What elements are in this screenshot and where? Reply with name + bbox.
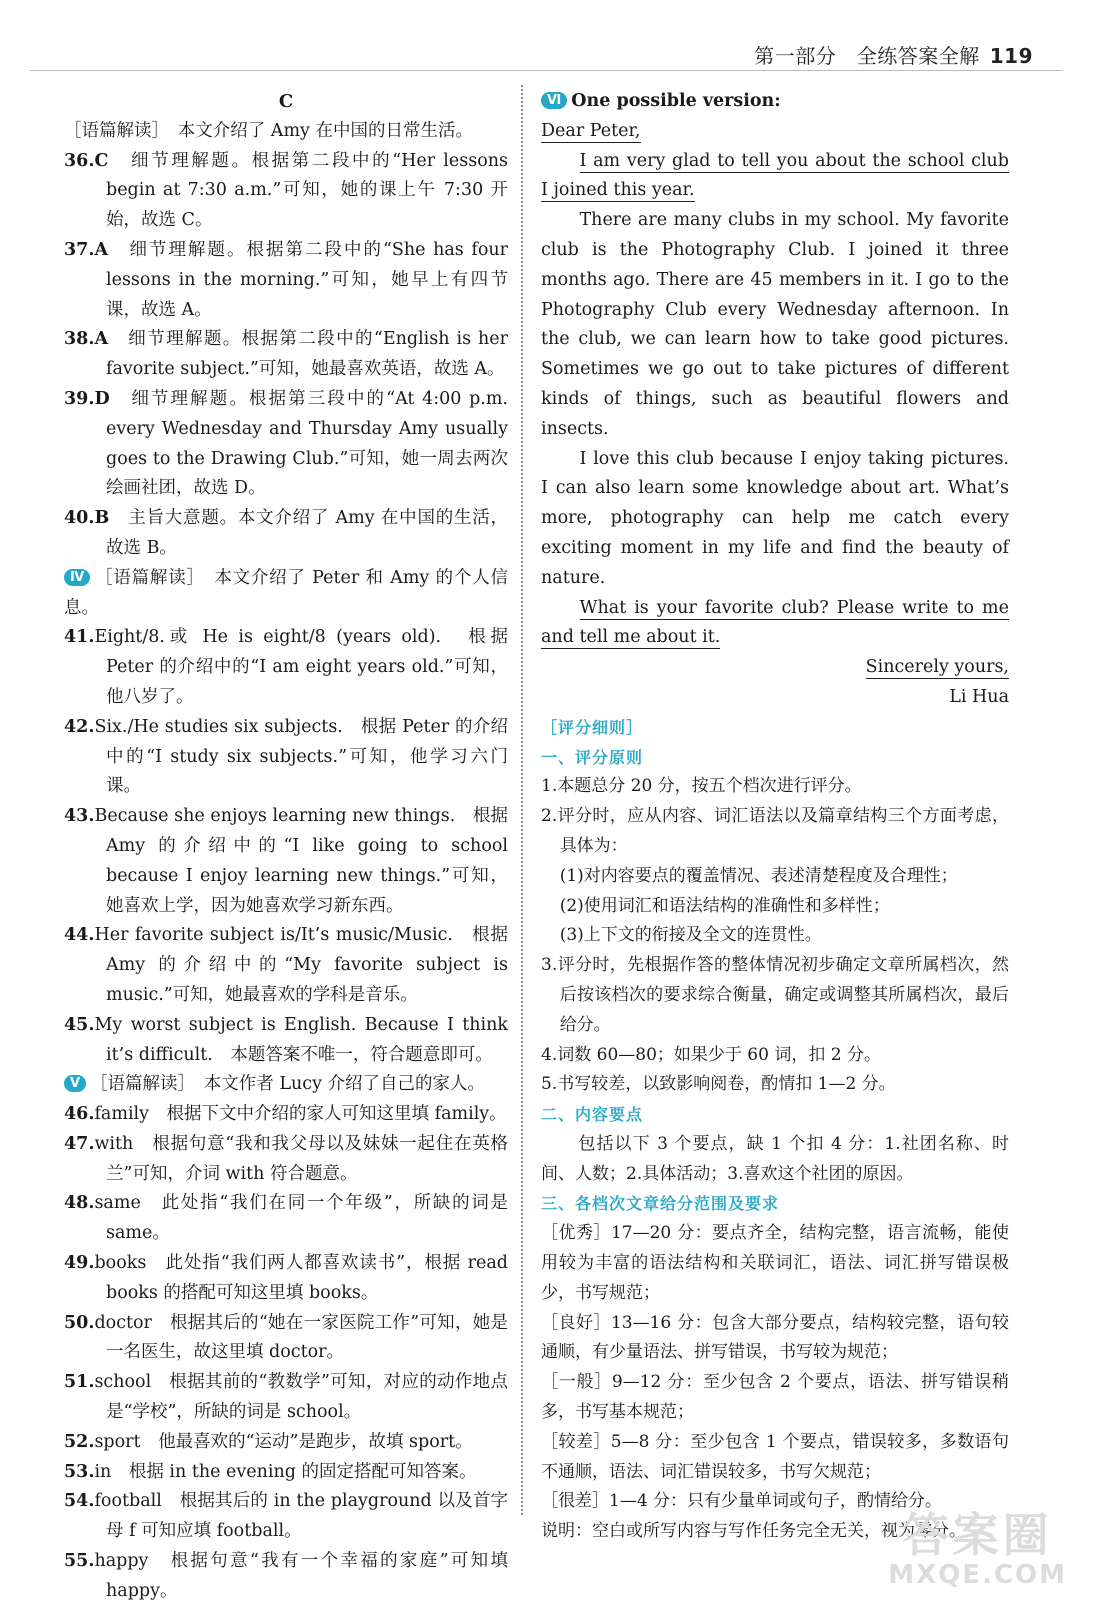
answer-number: 38.A — [64, 329, 109, 350]
section-c-heading: C — [278, 91, 294, 112]
answer-item — [64, 1309, 508, 1369]
rubric-heading-grades: 三、各档次文章给分范围及要求 — [541, 1194, 780, 1214]
rubric-rule-3: 3.评分时，先根据作答的整体情况初步确定文章所属档次，然后按该档次的要求综合衡量，确定或调整其所属档次，最后给分。 — [541, 955, 1009, 1035]
opening-text: I am very glad to tell you about the school club I joined this year. — [541, 150, 1009, 201]
rubric-heading-principles: 一、评分原则 — [541, 747, 644, 767]
answer-text: family 根据下文中介绍的家人可知这里填 family。 — [94, 1104, 507, 1125]
answer-number: 43. — [64, 806, 95, 827]
answer-number: 39.D — [64, 388, 110, 409]
answer-number: 51. — [64, 1372, 95, 1393]
rubric-rule-2b: (2)使用词汇和语法结构的准确性和多样性； — [559, 895, 890, 916]
rubric-rule-4: 4.词数 60—80；如果少于 60 词，扣 2 分。 — [541, 1044, 881, 1065]
letter-paragraph-2: I love this club because I enjoy taking pictures. I can also learn some knowledge about art. What’s more, photography can help me catch every exciting moment in my life and find the beauty of nature. — [541, 448, 1009, 588]
answer-number: 45. — [64, 1014, 95, 1035]
letter-signature: Li Hua — [949, 686, 1009, 707]
answer-text: same 此处指“我们在同一个年级”，所缺的词是 same。 — [94, 1193, 508, 1244]
answer-item — [64, 921, 508, 1010]
section-c-answers — [64, 147, 508, 564]
letter-salutation — [541, 117, 1009, 147]
answer-text: sport 他最喜欢的“运动”是跑步，故填 sport。 — [94, 1431, 473, 1452]
answer-item — [64, 325, 508, 385]
left-column — [64, 87, 508, 1607]
section-iv-answers — [64, 623, 508, 1070]
answer-number: 41. — [64, 627, 95, 648]
rubric-rule-2a: (1)对内容要点的覆盖情况、表述清楚程度及合理性； — [559, 865, 958, 886]
rubric-grade-very-poor: ［很差］1—4 分：只有少量单词或句子，酌情给分。 — [541, 1491, 943, 1512]
answer-item — [64, 1011, 508, 1071]
scoring-rubric — [541, 713, 1009, 1547]
answer-number: 40.B — [64, 508, 110, 529]
answer-text: Eight/8.或 He is eight/8 (years old). 根据 Peter 的介绍中的“I am eight years old.”可知，他八岁了。 — [94, 627, 508, 707]
rubric-content-points: 包括以下 3 个要点，缺 1 个扣 4 分：1.社团名称、时间、人数；2.具体活动；3.喜欢这个社团的原因。 — [541, 1133, 1009, 1184]
letter-opening — [541, 147, 1009, 207]
answer-text: doctor 根据其后的“她在一家医院工作”可知，她是一名医生，故这里填 doctor。 — [94, 1312, 508, 1363]
page-number: 119 — [989, 44, 1033, 68]
answer-text: 细节理解题。根据第二段中的“She has four lessons in the morning.”可知，她早上有四节课，故选 A。 — [106, 239, 508, 320]
rubric-grade-poor: ［较差］5—8 分：至少包含 1 个要点，错误较多，多数语句不通顺，语法、词汇错误较多，书写欠规范； — [541, 1431, 1009, 1482]
answer-number: 36.C — [64, 150, 109, 171]
answer-item — [64, 385, 508, 504]
answer-item — [64, 1130, 508, 1190]
answer-text: books 此处指“我们两人都喜欢读书”，根据 read books 的搭配可知这里填 books。 — [94, 1253, 508, 1303]
rubric-heading-points: 二、内容要点 — [541, 1105, 644, 1125]
answer-item — [64, 713, 508, 802]
rubric-rule-1: 1.本题总分 20 分，按五个档次进行评分。 — [541, 776, 862, 797]
answer-text: Because she enjoys learning new things. 根据 Amy 的介绍中的“I like going to school because I enjoy learning new things.”可知，她喜欢上学，因为她喜欢学习新东西。 — [94, 806, 508, 916]
header-text — [754, 40, 1033, 69]
answer-item — [64, 1487, 508, 1547]
page-header — [0, 0, 1093, 70]
watermark-logo-text: 答案圈 — [902, 1508, 1053, 1562]
watermark-url: MXQE.COM — [888, 1560, 1067, 1590]
answer-item — [64, 1547, 508, 1607]
answer-item — [64, 504, 508, 564]
answer-item — [64, 802, 508, 921]
answer-item — [64, 1189, 508, 1249]
answer-number: 54. — [64, 1491, 95, 1512]
section-c-intro: ［语篇解读］ 本文介绍了 Amy 在中国的日常生活。 — [64, 120, 473, 141]
answer-text: My worst subject is English. Because I think it’s difficult. 本题答案不唯一，符合题意即可。 — [94, 1014, 508, 1065]
answer-number: 44. — [64, 925, 95, 946]
column-divider — [521, 85, 523, 1515]
answer-text: with 根据句意“我和我父母以及妹妹一起住在英格兰”可知，介词 with 符合题意。 — [94, 1133, 508, 1184]
answer-text: school 根据其前的“教数学”可知，对应的动作地点是“学校”，所缺的词是 school。 — [94, 1372, 508, 1423]
answer-number: 46. — [64, 1104, 95, 1125]
letter-closing — [541, 594, 1009, 654]
answer-item — [64, 1428, 508, 1458]
answer-number: 47. — [64, 1133, 95, 1154]
answer-text: in 根据 in the evening 的固定搭配可知答案。 — [94, 1461, 477, 1482]
answer-text: 主旨大意题。本文介绍了 Amy 在中国的生活，故选 B。 — [106, 508, 508, 558]
answer-number: 42. — [64, 716, 95, 737]
section-v-intro-text: ［语篇解读］ 本文作者 Lucy 介绍了自己的家人。 — [90, 1074, 486, 1095]
answer-number: 50. — [64, 1312, 95, 1333]
section-iv-badge: Ⅳ — [64, 569, 90, 586]
answer-text: 细节理解题。根据第二段中的“Her lessons begin at 7:30 a.m.”可知，她的课上午 7:30 开始，故选 C。 — [106, 150, 508, 231]
closing-text: What is your favorite club? Please write to me and tell me about it. — [541, 597, 1009, 648]
answer-item — [64, 147, 508, 236]
answer-number: 37.A — [64, 239, 109, 260]
answer-item — [64, 236, 508, 325]
answer-number: 52. — [64, 1431, 95, 1452]
rubric-rule-5: 5.书写较差，以致影响阅卷，酌情扣 1—2 分。 — [541, 1074, 896, 1095]
answer-text: football 根据其后的 in the playground 以及首字母 f 可知应填 football。 — [94, 1491, 508, 1542]
rubric-note: 说明：空白或所写内容与写作任务完全无关，视为零分。 — [541, 1521, 966, 1542]
rubric-title: ［评分细则］ — [541, 717, 644, 737]
answer-text: Six./He studies six subjects. 根据 Peter 的介绍中的“I study six subjects.”可知，他学习六门课。 — [94, 716, 508, 797]
answer-text: happy 根据句意“我有一个幸福的家庭”可知填 happy。 — [94, 1551, 508, 1601]
signoff-text: Sincerely yours, — [865, 657, 1009, 678]
answer-number: 49. — [64, 1253, 95, 1274]
section-iv-intro-text: ［语篇解读］ 本文介绍了 Peter 和 Amy 的个人信息。 — [64, 567, 508, 618]
header-title: 第一部分 全练答案全解 — [754, 44, 980, 68]
rubric-rule-2: 2.评分时，应从内容、词汇语法以及篇章结构三个方面考虑，具体为： — [541, 806, 1009, 856]
version-heading — [541, 87, 1009, 117]
answer-item — [64, 1368, 508, 1428]
answer-text: 细节理解题。根据第二段中的“English is her favorite subject.”可知，她最喜欢英语，故选 A。 — [106, 329, 508, 380]
header-divider — [30, 70, 1063, 71]
answer-number: 53. — [64, 1461, 95, 1482]
section-vi-badge: Ⅵ — [541, 92, 567, 109]
section-iv-intro — [64, 564, 508, 624]
answer-number: 55. — [64, 1551, 95, 1572]
letter-paragraph-1: There are many clubs in my school. My favorite club is the Photography Club. I joined it three months ago. There are 45 members in it. I go to the Photography Club every Wednesday afternoon. In the club, we can learn how to take good pictures. Sometimes we go out to take pictures of different kinds of things, such as beautiful flowers and insects. — [541, 210, 1009, 439]
letter-signoff — [541, 653, 1009, 683]
site-watermark — [888, 1508, 1067, 1590]
answer-item — [64, 1458, 508, 1488]
rubric-grade-good: ［良好］13—16 分：包含大部分要点，结构较完整，语句较通顺，有少量语法、拼写错误，书写较为规范； — [541, 1312, 1009, 1363]
answer-item — [64, 1249, 508, 1309]
rubric-grade-excellent: ［优秀］17—20 分：要点齐全，结构完整，语言流畅，能使用较为丰富的语法结构和关联词汇，语法、词汇拼写错误极少，书写规范； — [541, 1223, 1009, 1303]
section-v-badge: Ⅴ — [64, 1075, 86, 1092]
answer-text: 细节理解题。根据第三段中的“At 4:00 p.m. every Wednesday and Thursday Amy usually goes to the Drawing Club.”可知，她一周去两次绘画社团，故选 D。 — [106, 388, 508, 499]
answer-item — [64, 1100, 508, 1130]
answer-number: 48. — [64, 1193, 95, 1214]
answer-text: Her favorite subject is/It’s music/Music. 根据 Amy 的介绍中的“My favorite subject is music.”可知，她最喜欢的学科是音乐。 — [94, 925, 508, 1005]
answer-item — [64, 623, 508, 712]
right-column — [541, 87, 1009, 1547]
salutation-text: Dear Peter, — [541, 120, 641, 141]
version-title: One possible version: — [571, 91, 781, 111]
rubric-rule-2c: (3)上下文的衔接及全文的连贯性。 — [559, 925, 822, 946]
section-v-intro — [64, 1070, 508, 1100]
rubric-grade-average: ［一般］9—12 分：至少包含 2 个要点，语法、拼写错误稍多，书写基本规范； — [541, 1372, 1009, 1423]
section-v-answers — [64, 1100, 508, 1607]
